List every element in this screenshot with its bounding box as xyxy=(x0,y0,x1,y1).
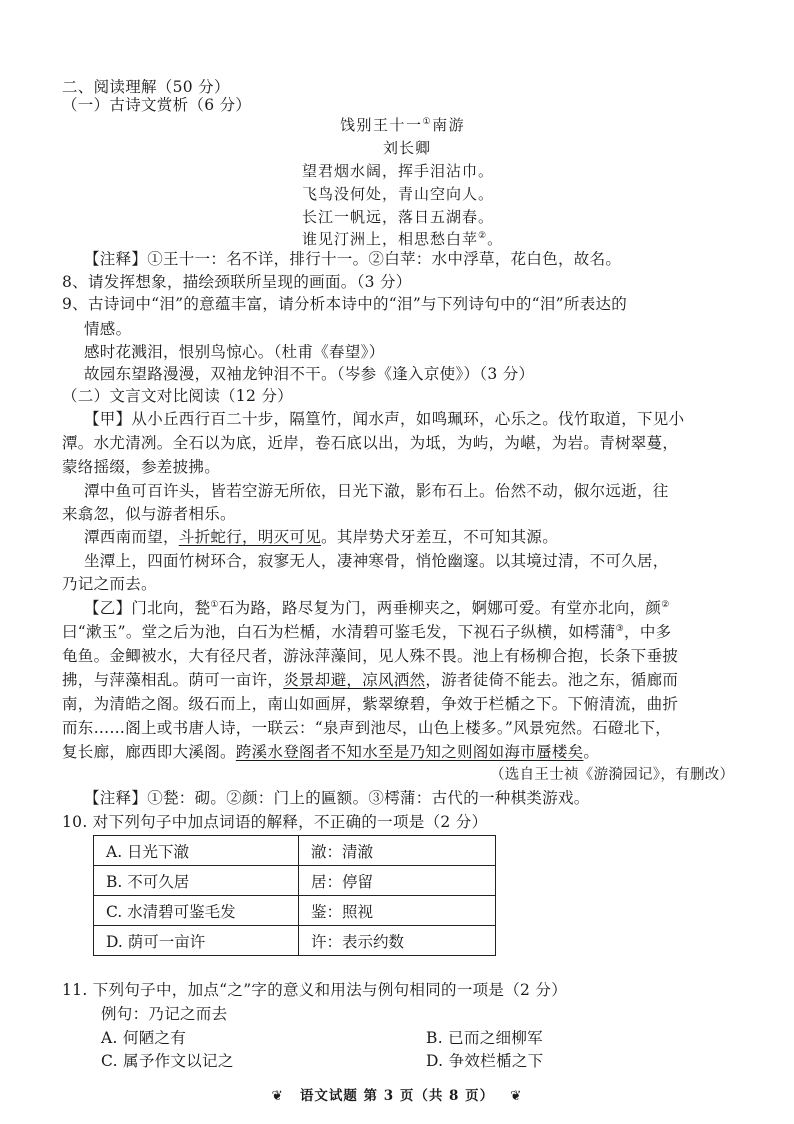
poem-annotation: 【注释】①王十一：名不详，排行十一。②白苹：水中浮草，花白色，故名。 xyxy=(84,250,622,268)
poem-line-1: 望君烟水阔，挥手泪沾巾。 xyxy=(302,162,495,180)
jia-p1-line-1: 【甲】从小丘西行百二十步，隔篁竹，闻水声，如鸣珮环，心乐之。伐竹取道，下见小 xyxy=(84,410,685,428)
yi-line-2-text-end: ，中多 xyxy=(624,623,672,641)
yi-line-1 xyxy=(84,601,670,617)
option-c-sentence: C. 水清碧可鉴毛发 xyxy=(94,896,299,926)
yi-line-2 xyxy=(62,625,671,641)
option-a-sentence: A. 日光下澈 xyxy=(94,836,299,866)
yi-line-4-text-end: ，游者徒倚不能去。池之东，循廊而 xyxy=(425,671,679,689)
jia-p2-line-1: 潭中鱼可百许头，皆若空游无所依，日光下澈，影布石上。佁然不动，俶尔远逝，往 xyxy=(84,482,669,500)
yi-note-mark-1: ① xyxy=(210,600,219,610)
yi-line-6: 而东……阁上或书唐人诗，一联云：“泉声到池尽，山色上楼多。”风景宛然。石磴北下， xyxy=(62,719,672,737)
poem-line-3: 长江一帆远，落日五湖春。 xyxy=(302,208,495,226)
yi-line-1-text-cont: 石为路，路尽复为门，两垂柳夹之，婀娜可爱。有堂亦北向，颜 xyxy=(218,599,662,617)
table-row xyxy=(94,896,496,926)
poem-title-note-mark: ① xyxy=(422,117,433,127)
poem-line-4-text: 谁见汀洲上，相思愁白苹 xyxy=(302,230,479,248)
jia-p3-text: 潭西南而望， xyxy=(84,528,179,546)
question-11-example: 例句：乃记之而去 xyxy=(101,1005,228,1023)
yi-line-7-text: 复长廊，廊西即大溪阁。 xyxy=(62,743,236,761)
jia-p3 xyxy=(84,530,558,546)
question-8: 8、请发挥想象，描绘颈联所呈现的画面。（3 分） xyxy=(62,273,412,291)
yi-line-1-text: 【乙】门北向，甃 xyxy=(84,599,211,617)
option-b-sentence: B. 不可久居 xyxy=(94,866,299,896)
question-9-line-2: 情感。 xyxy=(84,320,132,338)
yi-line-2-text: 曰“漱玉”。堂之后为池，白石为栏楯，水清碧可鉴毛发，下视石子纵横，如樗蒲 xyxy=(62,623,616,641)
jia-p2-line-2: 来翕忽，似与游者相乐。 xyxy=(62,505,236,523)
page-footer xyxy=(0,1084,794,1104)
subsection-heading-classical: （二）文言文对比阅读（12 分） xyxy=(62,387,293,405)
option-a-explanation: 澈：清澈 xyxy=(299,836,496,866)
footer-page-number: 语文试题 第 3 页（共 8 页） xyxy=(299,1088,495,1104)
question-9-line-1: 9、古诗词中“泪”的意蕴丰富，请分析本诗中的“泪”与下列诗句中的“泪”所表达的 xyxy=(62,295,628,313)
question-9-quote-2: 故园东望路漫漫，双袖龙钟泪不干。（岑参《逢入京使》）（3 分） xyxy=(84,365,535,383)
subsection-heading-poetry: （一）古诗文赏析（6 分） xyxy=(62,96,252,114)
yi-source: （选自王士祯《游漪园记》，有删改） xyxy=(490,767,735,783)
question-9-quote-1: 感时花溅泪，恨别鸟惊心。（杜甫《春望》） xyxy=(84,343,385,361)
yi-note-mark-3: ③ xyxy=(615,624,625,634)
question-11-option-b: B. 已而之细柳军 xyxy=(426,1029,543,1047)
poem-line-4 xyxy=(302,232,503,247)
question-11-option-a: A. 何陋之有 xyxy=(101,1029,187,1047)
yi-line-7-text-end: 。 xyxy=(583,743,600,761)
jia-p3-text-end: 。其岸势犬牙差互，不可知其源。 xyxy=(321,528,559,546)
option-d-explanation: 许：表示约数 xyxy=(299,926,496,956)
footer-ornament-left-icon: ❦ xyxy=(271,1088,284,1104)
yi-line-7 xyxy=(62,745,599,761)
yi-note-mark-2: ② xyxy=(661,600,670,610)
option-d-sentence: D. 荫可一亩许 xyxy=(94,926,299,956)
poem-author: 刘长卿 xyxy=(383,139,432,157)
question-11-option-c: C. 属予作文以记之 xyxy=(101,1052,234,1070)
yi-line-5: 南，为清皓之阁。级石而上，南山如画屏，紫翠缭碧，争效于栏楯之下。下俯清流，曲折 xyxy=(62,695,679,713)
yi-line-4-underlined: 炎景却避，凉风洒然 xyxy=(283,671,426,689)
yi-line-7-underlined: 跨溪水登阁者不知水至是乃知之则阁如海市蜃楼矣 xyxy=(235,743,584,761)
jia-p1-line-3: 蒙络摇缀，参差披拂。 xyxy=(62,458,221,476)
jia-p3-underlined: 斗折蛇行，明灭可见 xyxy=(178,528,322,546)
poem-line-4-note-mark: ② xyxy=(478,231,488,241)
poem-title-text: 饯别王十一 xyxy=(340,116,423,134)
table-row xyxy=(94,866,496,896)
footer-ornament-right-icon: ❦ xyxy=(510,1088,523,1104)
question-11-stem: 11. 下列句子中，加点“之”字的意义和用法与例句相同的一项是（2 分） xyxy=(62,981,568,999)
poem-line-4-end: 。 xyxy=(487,230,504,248)
question-10-options-table xyxy=(93,835,496,956)
question-11-option-d: D. 争效栏楯之下 xyxy=(426,1052,544,1070)
option-c-explanation: 鉴：照视 xyxy=(299,896,496,926)
poem-line-2: 飞鸟没何处，青山空向人。 xyxy=(302,185,495,203)
table-row xyxy=(94,926,496,956)
yi-line-4-text: 拂，与萍藻相乱。荫可一亩许， xyxy=(62,671,284,689)
poem-title xyxy=(340,118,465,133)
yi-annotation: 【注释】①甃：砌。②颜：门上的匾额。③樗蒲：古代的一种棋类游戏。 xyxy=(84,789,590,807)
table-row xyxy=(94,836,496,866)
jia-p4-line-1: 坐潭上，四面竹树环合，寂寥无人，凄神寒骨，悄怆幽邃。以其境过清，不可久居， xyxy=(84,552,669,570)
jia-p4-line-2: 乃记之而去。 xyxy=(62,575,157,593)
question-10-stem: 10. 对下列句子中加点词语的解释，不正确的一项是（2 分） xyxy=(62,813,488,831)
option-b-explanation: 居：停留 xyxy=(299,866,496,896)
jia-p1-line-2: 潭。水尤清冽。全石以为底，近岸，卷石底以出，为坻，为屿，为嵁，为岩。青树翠蔓， xyxy=(62,434,679,452)
section-heading: 二、阅读理解（50 分） xyxy=(62,78,230,96)
poem-title-text-end: 南游 xyxy=(432,116,466,134)
yi-line-3: 龟鱼。金鲫被水，大有径尺者，游泳萍藻间，见人殊不畏。池上有杨柳合抱，长条下垂披 xyxy=(62,647,679,665)
yi-line-4 xyxy=(62,673,678,689)
